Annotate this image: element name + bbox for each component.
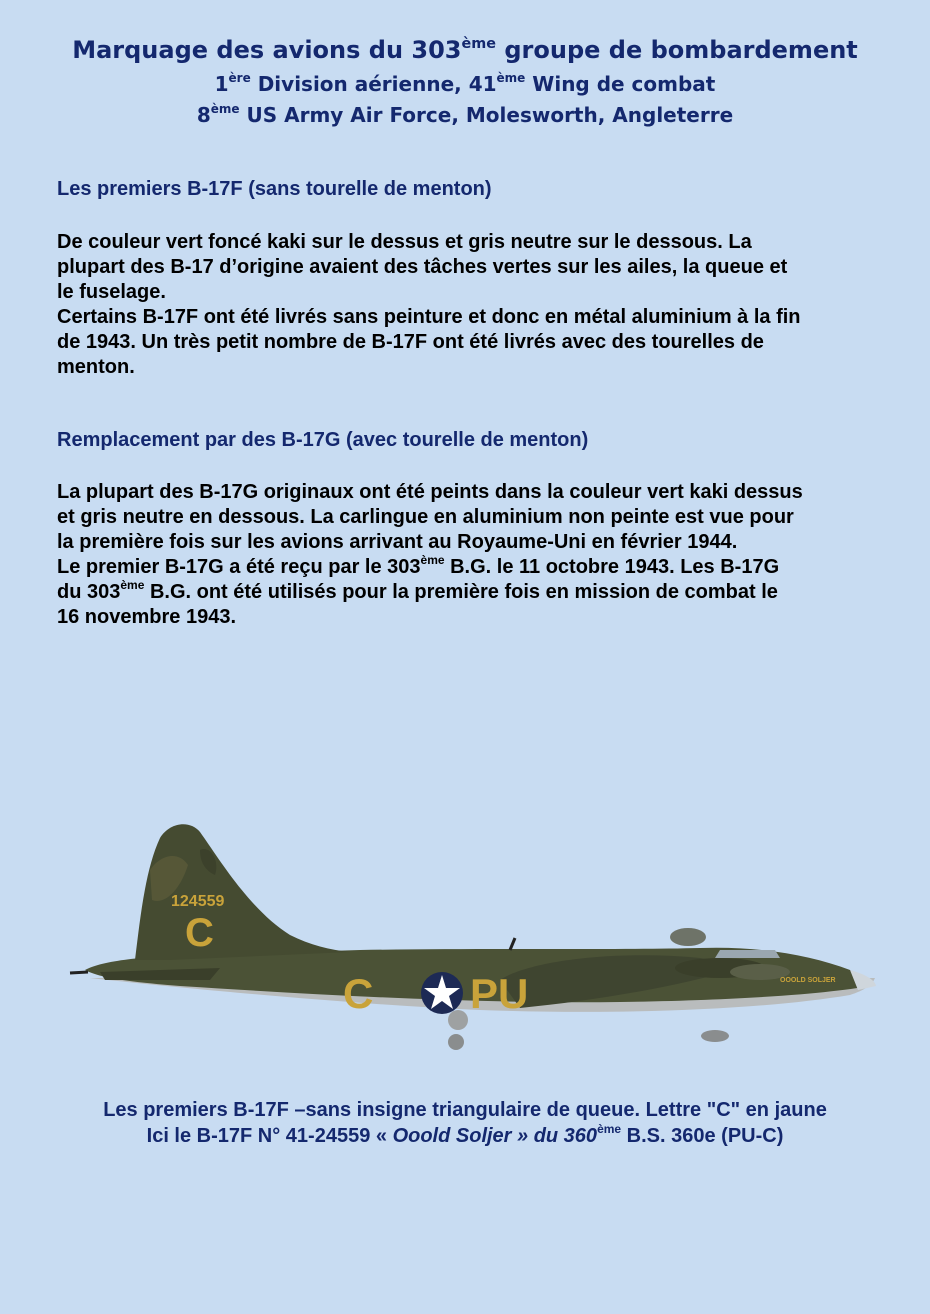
body-line: de 1943. Un très petit nombre de B-17F ont été livrés avec des tourelles de xyxy=(57,331,764,353)
section-body-b17f xyxy=(57,230,882,380)
body-line: la première fois sur les avions arrivant au Royaume-Uni en février 1944. xyxy=(57,531,738,553)
ball-turret xyxy=(448,1010,468,1030)
page-title: Marquage des avions du 303ème groupe de bombardement xyxy=(72,35,858,64)
body-line: le fuselage. xyxy=(57,281,166,303)
body-line: Le premier B-17G a été reçu par le 303ème B.G. le 11 octobre 1943. Les B-17G xyxy=(57,553,780,578)
nose-art: OOOLD SOLJER xyxy=(780,977,836,984)
caption-line: Ici le B-17F N° 41-24559 « Ooold Soljer » du 360ème B.S. 360e (PU-C) xyxy=(146,1122,784,1147)
caption-line: Les premiers B-17F –sans insigne triangulaire de queue. Lettre "C" en jaune xyxy=(103,1099,827,1121)
body-line: 16 novembre 1943. xyxy=(57,606,236,628)
fuselage-letter: C xyxy=(343,970,374,1017)
waist-gun xyxy=(510,938,515,950)
section-body-b17g xyxy=(57,480,882,630)
body-line: La plupart des B-17G originaux ont été peints dans la couleur vert kaki dessus xyxy=(57,481,803,503)
b17f-profile-illustration xyxy=(60,810,890,1080)
top-turret xyxy=(670,928,706,946)
body-line: De couleur vert foncé kaki sur le dessus et gris neutre sur le dessous. La xyxy=(57,231,752,253)
tail-letter: C xyxy=(185,911,214,955)
cockpit-windows xyxy=(715,950,780,958)
body-line: menton. xyxy=(57,356,135,378)
tail-gun xyxy=(70,972,88,973)
subtitle-airforce: 8ème US Army Air Force, Molesworth, Angleterre xyxy=(196,102,734,127)
body-line: et gris neutre en dessous. La carlingue en aluminium non peinte est vue pour xyxy=(57,506,794,528)
squadron-code: PU xyxy=(470,970,529,1017)
main-wheel xyxy=(701,1030,729,1042)
section-title-b17g: Remplacement par des B-17G (avec tourelle de menton) xyxy=(57,429,589,451)
tail-wheel xyxy=(448,1034,464,1050)
section-title-b17f: Les premiers B-17F (sans tourelle de menton) xyxy=(57,178,492,200)
body-line: plupart des B-17 d’origine avaient des tâches vertes sur les ailes, la queue et xyxy=(57,256,788,278)
body-line: Certains B-17F ont été livrés sans peinture et donc en métal aluminium à la fin xyxy=(57,306,801,328)
tail-serial: 124559 xyxy=(171,893,225,910)
body-line: du 303ème B.G. ont été utilisés pour la première fois en mission de combat le xyxy=(57,578,778,603)
subtitle-division: 1ère Division aérienne, 41ème Wing de combat xyxy=(214,71,716,96)
